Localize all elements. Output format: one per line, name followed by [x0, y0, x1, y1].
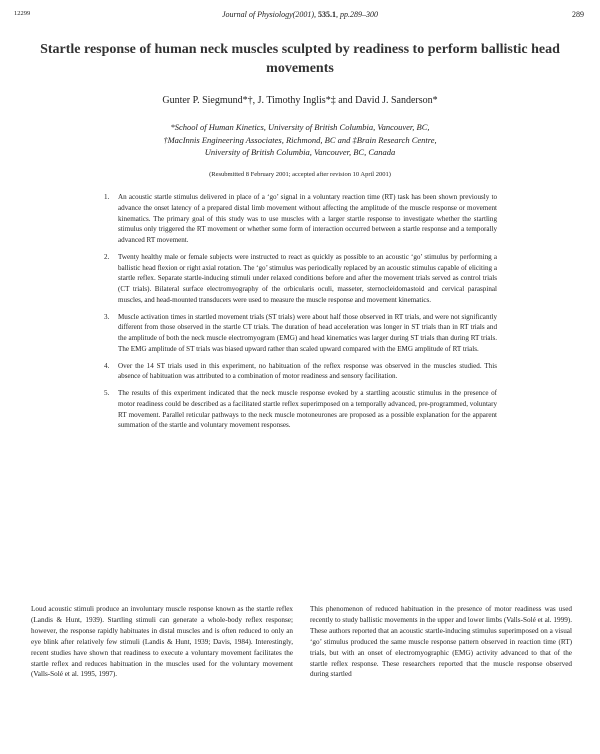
running-header: [0, 10, 600, 19]
journal-name: Journal of Physiology: [222, 10, 293, 19]
affiliations: [60, 121, 540, 159]
abstract-item-number: 5.: [104, 389, 110, 397]
affiliation-line: †MacInnis Engineering Associates, Richmond, BC and ‡Brain Research Centre,: [163, 134, 437, 145]
abstract-item-text: Over the 14 ST trials used in this experiment, no habituation of the reflex response was observed in the muscles studied. This absence of habituation was attributed to a combination of motor readiness and sensory facilitation.: [118, 361, 497, 381]
journal-pages: , pp.289–300: [335, 10, 378, 19]
abstract-item-number: 2.: [104, 252, 110, 261]
abstract-item: [104, 192, 497, 246]
journal-year: (2001),: [292, 10, 316, 19]
article-title: Startle response of human neck muscles sculpted by readiness to perform ballistic head movements: [40, 42, 560, 76]
page-number: 289: [572, 10, 584, 19]
authors: Gunter P. Siegmund*†, J. Timothy Inglis*‡ and David J. Sanderson*: [162, 95, 438, 106]
abstract-item: [104, 312, 497, 355]
abstract-item: [104, 252, 497, 306]
header-code: 12299: [14, 10, 31, 17]
body-column-right: This phenomenon of reduced habituation in the presence of motor readiness was used recently to study ballistic movements in the upper and lower limbs (Valls-Solé et al. 1999). These authors reported that an acoustic startle-inducing stimulus superimposed on a visual ‘go’ stimulus produced the same muscle response pattern observed in reaction time (RT) trials, but with an onset of electromyographic (EMG) activity advanced to that of the startle reflex response. These researchers reported that the muscle response observed during startled: [310, 605, 572, 679]
journal-volume: 535.1: [317, 10, 336, 19]
submission-dates: (Resubmitted 8 February 2001; accepted after revision 10 April 2001): [209, 171, 391, 178]
body-column-left: Loud acoustic stimuli produce an involuntary muscle response known as the startle reflex (Landis & Hunt, 1939). Startling stimuli can generate a whole-body reflex response; however, the response rapidly habituates in distal muscles and is often reduced to only an eye blink after relatively few stimuli (Landis & Hunt, 1939; Davis, 1984). Interestingly, recent studies have shown that readiness to execute a voluntary movement facilitates the startle reflex and reduces habituation in the muscles used for the voluntary movement (Valls-Solé et al. 1995, 1997).: [31, 605, 293, 679]
abstract-item-text: Muscle activation times in startled movement trials (ST trials) were about half those observed in RT trials, and were not significantly different from those observed in the startle CT trials. The duration of head acceleration was longer in ST trials than in RT trials and the amplitude of both the neck muscle electromyogram (EMG) and head kinematics was larger during ST trials than during RT trials. The EMG amplitude of ST trials was biased upward rather than scaled upward compared with the EMG amplitude of RT trials.: [118, 312, 497, 353]
abstract-item-number: 3.: [104, 312, 110, 321]
abstract-item-number: 1.: [104, 193, 110, 201]
abstract: [104, 192, 497, 437]
affiliation-line: *School of Human Kinetics, University of British Columbia, Vancouver, BC,: [170, 122, 430, 132]
abstract-item: [104, 388, 497, 431]
abstract-item-number: 4.: [104, 361, 110, 370]
abstract-item-text: Twenty healthy male or female subjects were instructed to react as quickly as possible to an acoustic ‘go’ stimulus by performing a ballistic head flexion or right axial rotation. The ‘go’ stimulus was periodically replaced by an acoustic stimulus capable of eliciting a startle reflex. Separate startle-inducing stimuli under relaxed conditions before and after the movement trials served as control trials (CT trials). Bilateral surface electromyography of the orbicularis oculi, masseter, sternocleidomastoid and cervical paraspinal muscles, and head-mounted transducers were used to measure the muscle response and movement kinematics.: [118, 252, 497, 304]
abstract-item-text: The results of this experiment indicated that the neck muscle response evoked by a startling acoustic stimulus in the presence of motor readiness could be described as a facilitated startle reflex superimposed on a temporally advanced, pre-programmed, voluntary RT movement. Parallel reticular pathways to the neck muscle motoneurones are proposed as a possible explanation for the apparent summation of the startle and voluntary movement responses.: [118, 389, 497, 430]
affiliation-line: University of British Columbia, Vancouver, BC, Canada: [204, 147, 396, 157]
abstract-item: [104, 361, 497, 383]
abstract-item-text: An acoustic startle stimulus delivered in place of a ‘go’ signal in a voluntary reaction time (RT) task has been shown previously to advance the onset latency of a prepared distal limb movement without affecting the amplitude of the muscle response or movement kinematics. The primary goal of this study was to use muscles with a larger startle response to investigate whether the startling stimulus only triggered the RT movement or whether some form of interaction occurred between a startle response and a temporally advanced RT movement.: [118, 193, 497, 244]
